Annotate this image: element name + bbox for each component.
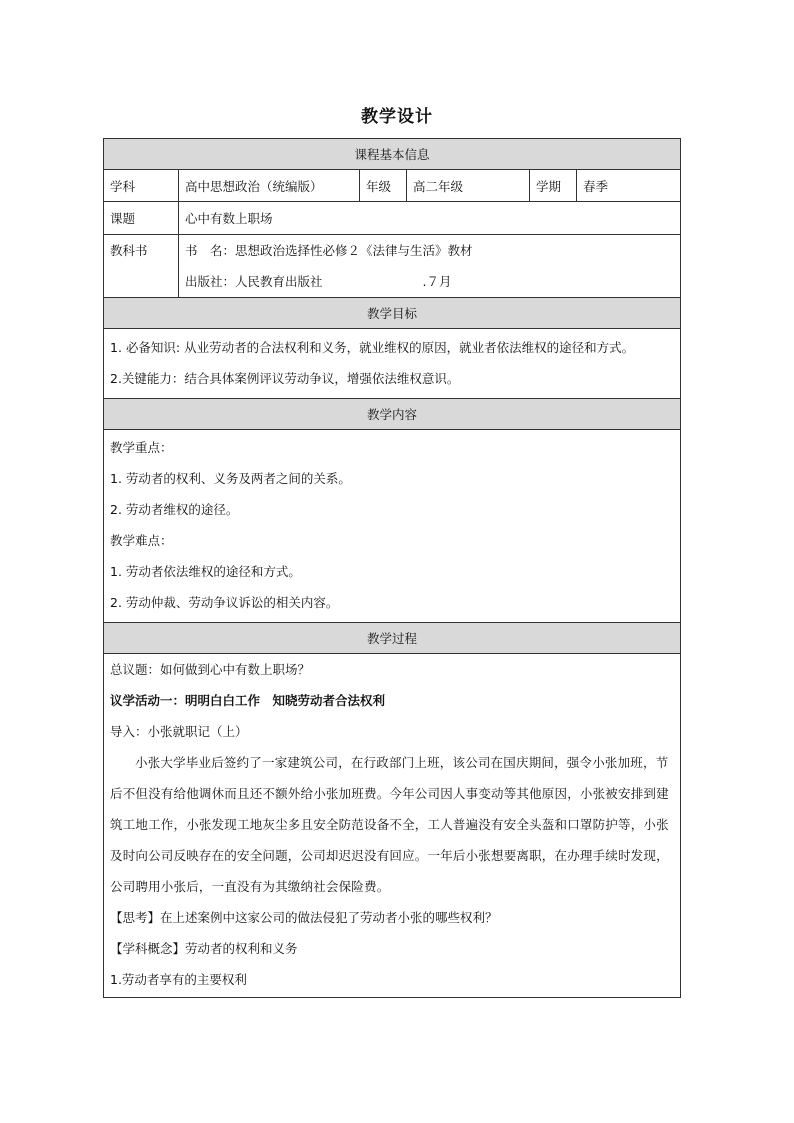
topic-value: 心中有数上职场 [179, 202, 681, 235]
intro-line: 导入：小张就职记（上） [110, 724, 248, 739]
textbook-row [104, 235, 681, 298]
term-value: 春季 [577, 170, 681, 202]
main-topic: 总议题：如何做到心中有数上职场？ [110, 662, 311, 677]
activity-heading: 议学活动一：明明白白工作 知晓劳动者合法权利 [110, 693, 386, 708]
objectives-header-row [104, 298, 681, 329]
key-points-heading: 教学重点： [110, 440, 173, 455]
basic-info-header: 课程基本信息 [104, 139, 681, 170]
content-header: 教学内容 [104, 399, 681, 430]
process-header-row [104, 623, 681, 654]
process-body [104, 654, 681, 998]
think-question: 【思考】在上述案例中这家公司的做法侵犯了劳动者小张的哪些权利？ [110, 910, 498, 925]
publisher-text: 出版社：人民教育出版社 [185, 274, 323, 289]
key-point-1: 1. 劳动者的权利、义务及两者之间的关系。 [110, 471, 351, 486]
difficult-points-heading: 教学难点： [110, 533, 173, 548]
topic-label: 课题 [104, 202, 179, 235]
concept-heading: 【学科概念】劳动者的权利和义务 [110, 941, 298, 956]
case-story: 小张大学毕业后签约了一家建筑公司，在行政部门上班，该公司在国庆期间，强令小张加班，节后不但没有给他调休而且还不额外给小张加班费。今年公司因人事变动等其他原因，小张被安排到建筑工地工作，小张发现工地灰尘多且安全防范设备不全，工人普遍没有安全头盔和口罩防护等，小张及时向公司反映存在的安全问题，公司却迟迟没有回应。一年后小张想要离职，在办理手续时发现，公司聘用小张后，一直没有为其缴纳社会保险费。 [110, 755, 669, 894]
content-header-row [104, 399, 681, 430]
topic-row [104, 202, 681, 235]
objective-item-1: 1. 必备知识: 从业劳动者的合法权利和义务，就业维权的原因，就业者依法维权的途径和方式。 [110, 340, 635, 355]
objectives-header: 教学目标 [104, 298, 681, 329]
textbook-value [179, 235, 681, 298]
key-point-2: 2. 劳动者维权的途径。 [110, 502, 239, 517]
subject-row [104, 170, 681, 202]
process-body-row [104, 654, 681, 998]
document-title: 教学设计 [361, 107, 433, 127]
grade-label: 年级 [360, 170, 407, 202]
basic-info-header-row [104, 139, 681, 170]
subject-label: 学科 [104, 170, 179, 202]
subject-value: 高中思想政治（统编版） [179, 170, 360, 202]
objectives-body-row [104, 329, 681, 399]
objective-item-2: 2.关键能力：结合具体案例评议劳动争议，增强依法维权意识。 [110, 371, 460, 386]
textbook-label [104, 235, 179, 298]
grade-value: 高二年级 [407, 170, 530, 202]
difficult-point-2: 2. 劳动仲裁、劳动争议诉讼的相关内容。 [110, 595, 339, 610]
difficult-point-1: 1. 劳动者依法维权的途径和方式。 [110, 564, 301, 579]
lesson-plan-table [103, 138, 681, 998]
content-body-row [104, 430, 681, 623]
term-label: 学期 [530, 170, 577, 202]
book-name-line: 书 名：思想政治选择性必修２《法律与生活》教材 [185, 243, 473, 258]
content-body [104, 430, 681, 623]
process-header: 教学过程 [104, 623, 681, 654]
publisher-line [185, 266, 674, 297]
textbook-label-text: 教科书 [110, 243, 148, 258]
publish-date: .７月 [422, 274, 452, 289]
rights-heading: 1.劳动者享有的主要权利 [110, 972, 247, 987]
objectives-body [104, 329, 681, 399]
